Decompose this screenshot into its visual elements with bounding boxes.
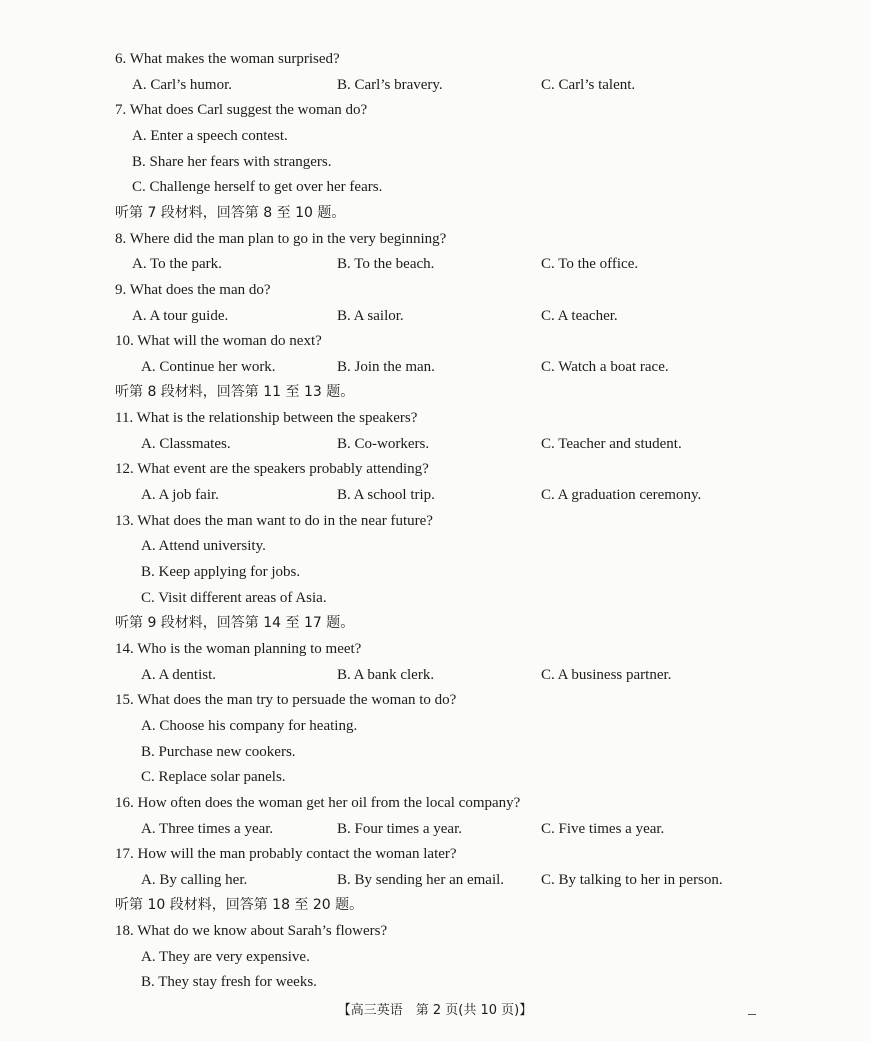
answer-option: A. Continue her work.: [141, 358, 276, 375]
section-instruction: 听第 8 段材料，回答第 11 至 13 题。: [115, 384, 355, 401]
page-footer: 【高三英语 第 2 页(共 10 页)】: [337, 1003, 533, 1018]
answer-option: A. A dentist.: [141, 666, 217, 683]
answer-option: A. By calling her.: [141, 871, 248, 888]
answer-option: A. Attend university.: [141, 538, 266, 555]
question-stem: 14. Who is the woman planning to meet?: [115, 640, 362, 657]
answer-option: A. A job fair.: [141, 487, 219, 504]
question-stem: 7. What does Carl suggest the woman do?: [115, 102, 368, 119]
answer-option-row: [0, 252, 870, 277]
answer-option: B. Share her fears with strangers.: [132, 153, 332, 170]
answer-option: B. Carl’s bravery.: [337, 76, 443, 93]
corner-mark: [748, 1014, 756, 1015]
answer-option: B. To the beach.: [337, 256, 435, 273]
question-stem: 13. What does the man want to do in the near future?: [115, 512, 433, 529]
answer-option: C. Watch a boat race.: [541, 358, 669, 375]
answer-option: B. A bank clerk.: [337, 666, 435, 683]
answer-option: A. Three times a year.: [141, 820, 274, 837]
question-stem: 8. Where did the man plan to go in the very beginning?: [115, 230, 447, 247]
answer-option-row: [0, 73, 870, 98]
question-stem: 10. What will the woman do next?: [115, 333, 322, 350]
answer-option: B. Join the man.: [337, 358, 435, 375]
answer-option-row: [0, 304, 870, 329]
answer-option-row: [0, 817, 870, 842]
answer-option-row: [0, 355, 870, 380]
section-instruction: 听第 7 段材料，回答第 8 至 10 题。: [115, 204, 346, 221]
question-stem: 12. What event are the speakers probably attending?: [115, 461, 429, 478]
answer-option: A. Classmates.: [141, 435, 231, 452]
section-instruction: 听第 10 段材料，回答第 18 至 20 题。: [115, 897, 364, 914]
answer-option-row: [0, 663, 870, 688]
question-stem: 9. What does the man do?: [115, 281, 271, 298]
answer-option: A. A tour guide.: [132, 307, 229, 324]
answer-option-row: [0, 432, 870, 457]
question-stem: 18. What do we know about Sarah’s flowers?: [115, 923, 388, 940]
answer-option: B. They stay fresh for weeks.: [141, 974, 317, 991]
question-stem: 6. What makes the woman surprised?: [115, 51, 340, 67]
answer-option: B. A sailor.: [337, 307, 404, 324]
answer-option: B. Four times a year.: [337, 820, 462, 837]
answer-option-row: [0, 483, 870, 508]
answer-option-row: [0, 868, 870, 893]
section-instruction: 听第 9 段材料，回答第 14 至 17 题。: [115, 615, 355, 632]
answer-option: B. A school trip.: [337, 487, 435, 504]
answer-option: C. By talking to her in person.: [541, 871, 723, 888]
answer-option: B. Purchase new cookers.: [141, 743, 296, 760]
answer-option: C. A business partner.: [541, 666, 672, 683]
answer-option: C. To the office.: [541, 256, 639, 273]
answer-option: A. They are very expensive.: [141, 948, 310, 965]
answer-option: C. Visit different areas of Asia.: [141, 589, 327, 606]
answer-option: A. Choose his company for heating.: [141, 717, 358, 734]
question-stem: 17. How will the man probably contact the woman later?: [115, 846, 457, 863]
answer-option: A. Enter a speech contest.: [132, 127, 288, 144]
answer-option: B. Keep applying for jobs.: [141, 564, 301, 580]
answer-option: C. Five times a year.: [541, 820, 665, 837]
question-stem: 15. What does the man try to persuade the woman to do?: [115, 692, 457, 709]
question-stem: 11. What is the relationship between the speakers?: [115, 410, 418, 427]
answer-option: A. Carl’s humor.: [132, 76, 232, 93]
answer-option: C. Carl’s talent.: [541, 76, 636, 93]
answer-option: C. A graduation ceremony.: [541, 487, 702, 504]
answer-option: C. Challenge herself to get over her fears.: [132, 179, 383, 196]
question-stem: 16. How often does the woman get her oil from the local company?: [115, 794, 521, 811]
answer-option: C. Teacher and student.: [541, 435, 682, 452]
answer-option: B. By sending her an email.: [337, 871, 505, 888]
answer-option: C. Replace solar panels.: [141, 769, 286, 786]
answer-option: C. A teacher.: [541, 307, 618, 324]
answer-option: A. To the park.: [132, 256, 222, 273]
answer-option: B. Co-workers.: [337, 435, 430, 452]
